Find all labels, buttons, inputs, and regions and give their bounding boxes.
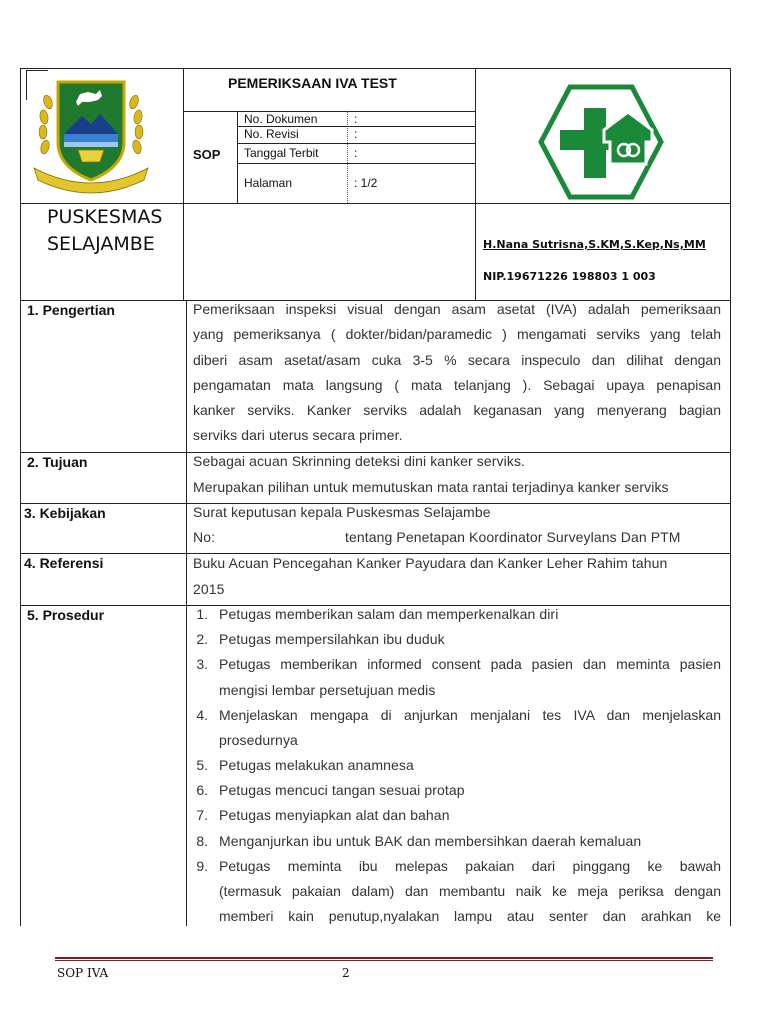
section-label-referensi: 4. Referensi xyxy=(24,555,104,571)
org-name-line1: PUSKESMAS xyxy=(47,206,163,228)
section-label-pengertian: 1. Pengertian xyxy=(27,302,115,318)
pengertian-line: kanker serviks. Kanker serviks adalah keganasan yang menyerang bagian xyxy=(193,402,721,418)
prosedur-item-line: Petugas melakukan anamnesa xyxy=(219,757,414,773)
pengertian-line: serviks dari uterus secara primer. xyxy=(193,427,403,443)
section-label-prosedur: 5. Prosedur xyxy=(27,607,105,623)
pengertian-line: diberi asam asetat/asam cuka 3-5 % secara inspeculo dan dilihat dengan xyxy=(193,352,721,368)
prosedur-item-line: Menjelaskan mengapa di anjurkan menjalani tes IVA dan menjelaskan xyxy=(219,707,721,723)
field-value-no-dokumen: : xyxy=(354,112,358,126)
prosedur-item-line: prosedurnya xyxy=(219,732,298,748)
prosedur-item-line: Petugas menyiapkan alat dan bahan xyxy=(219,807,450,823)
kebijakan-line: tentang Penetapan Koordinator Surveylans Dan PTM xyxy=(345,529,681,545)
prosedur-item-number: 6. xyxy=(196,782,208,798)
signer-nip: NIP.19671226 198803 1 003 xyxy=(483,270,656,283)
prosedur-item-number: 1. xyxy=(196,606,208,622)
footer-rule xyxy=(55,957,713,961)
kebijakan-line: Surat keputusan kepala Puskesmas Selajambe xyxy=(193,504,491,520)
field-label-no-dokumen: No. Dokumen xyxy=(244,112,318,126)
footer-page-number: 2 xyxy=(342,966,350,980)
prosedur-item-line: Menganjurkan ibu untuk BAK dan membersihkan daerah kemaluan xyxy=(219,833,642,849)
field-value-halaman: : 1/2 xyxy=(354,176,378,190)
prosedur-item-number: 2. xyxy=(196,631,208,647)
regional-emblem-logo xyxy=(30,72,152,194)
org-name-line2: SELAJAMBE xyxy=(47,233,155,255)
prosedur-item-line: mengisi lembar persetujuan medis xyxy=(219,682,436,698)
referensi-line: 2015 xyxy=(193,581,225,597)
sop-label: SOP xyxy=(193,147,221,162)
prosedur-item-number: 3. xyxy=(196,656,208,672)
prosedur-item-line: Petugas mempersilahkan ibu duduk xyxy=(219,631,445,647)
prosedur-item-number: 4. xyxy=(196,707,208,723)
prosedur-item-line: Petugas memberikan salam dan memperkenalkan diri xyxy=(219,606,559,622)
referensi-line: Buku Acuan Pencegahan Kanker Payudara dan Kanker Leher Rahim tahun xyxy=(193,555,668,571)
pengertian-line: pengamatan mata langsung ( mata telanjang ). Sebagai upaya penapisan xyxy=(193,377,721,393)
prosedur-item-line: (termasuk pakaian dalam) dan membantu naik ke meja periksa dengan xyxy=(219,883,721,899)
prosedur-item-line: Petugas meminta ibu melepas pakaian dari pinggang ke bawah xyxy=(219,858,721,874)
prosedur-item-number: 7. xyxy=(196,807,208,823)
footer-doc-name: SOP IVA xyxy=(57,966,109,980)
field-label-halaman: Halaman xyxy=(244,176,293,190)
field-value-no-revisi: : xyxy=(354,127,358,141)
prosedur-item-number: 9. xyxy=(196,858,208,874)
prosedur-item-line: memberi kain penutup,nyalakan lampu atau senter dan arahkan ke xyxy=(219,908,721,924)
prosedur-item-number: 8. xyxy=(196,833,208,849)
section-label-kebijakan: 3. Kebijakan xyxy=(24,505,106,521)
pengertian-line: Pemeriksaan inspeksi visual dengan asam asetat (IVA) adalah pemeriksaan xyxy=(193,301,721,317)
tujuan-line: Sebagai acuan Skrinning deteksi dini kanker serviks. xyxy=(193,453,526,469)
tujuan-line: Merupakan pilihan untuk memutuskan mata rantai terjadinya kanker serviks xyxy=(193,479,669,495)
field-label-tanggal-terbit: Tanggal Terbit xyxy=(244,146,319,160)
kebijakan-number-label: No: xyxy=(193,529,216,545)
field-label-no-revisi: No. Revisi xyxy=(244,127,299,141)
puskesmas-logo xyxy=(538,84,664,200)
field-value-tanggal-terbit: : xyxy=(354,146,358,160)
prosedur-item-line: Petugas mencuci tangan sesuai protap xyxy=(219,782,465,798)
section-label-tujuan: 2. Tujuan xyxy=(27,454,88,470)
pengertian-line: yang pemeriksanya ( dokter/bidan/paramedic ) mengamati serviks yang telah xyxy=(193,326,721,342)
prosedur-item-line: Petugas memberikan informed consent pada pasien dan meminta pasien xyxy=(219,656,721,672)
document-title: PEMERIKSAAN IVA TEST xyxy=(228,75,397,91)
signer-name: H.Nana Sutrisna,S.KM,S.Kep,Ns,MM xyxy=(483,238,706,251)
prosedur-item-number: 5. xyxy=(196,757,208,773)
